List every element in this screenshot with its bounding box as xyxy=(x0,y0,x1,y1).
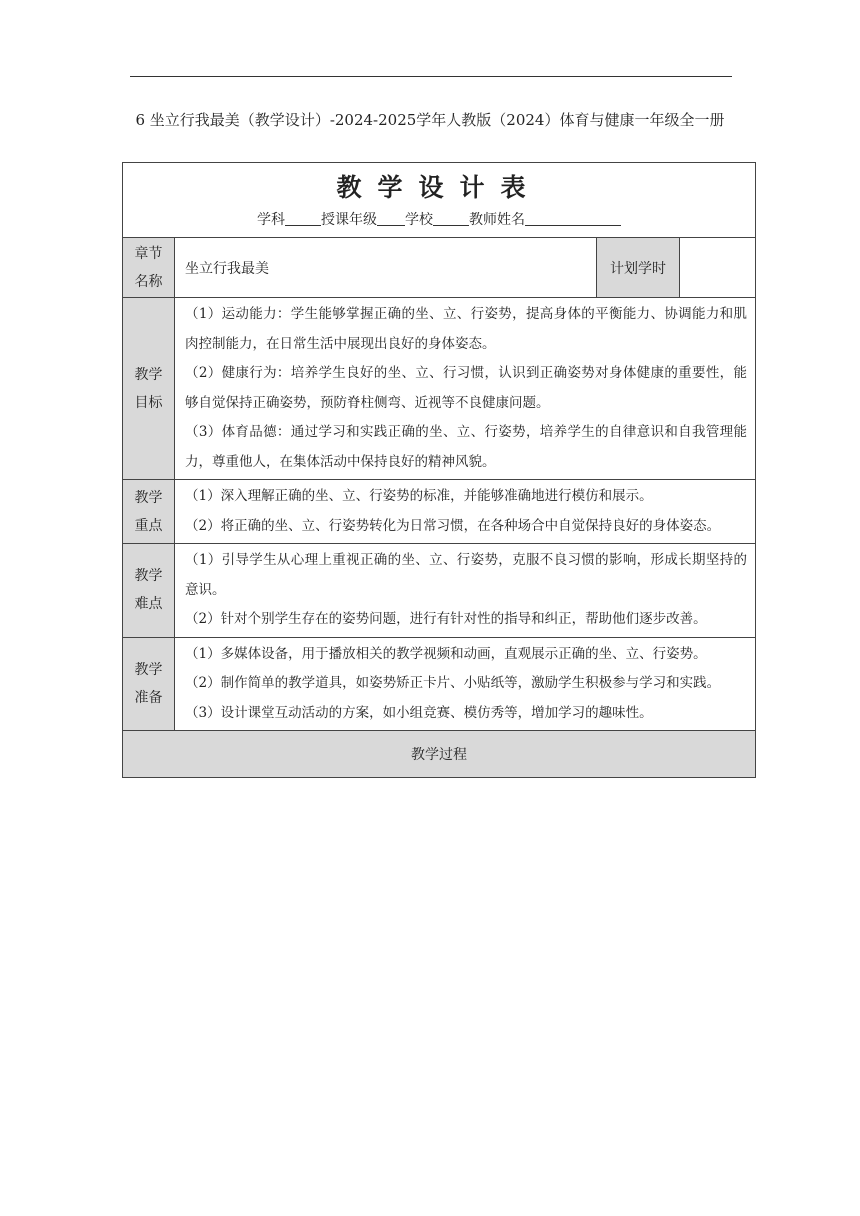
school-label: 学校 xyxy=(405,212,433,228)
subject-label: 学科 xyxy=(257,212,285,228)
objective-item: （2）健康行为：培养学生良好的坐、立、行习惯，认识到正确姿势对身体健康的重要性，能够自觉保持正确姿势，预防脊柱侧弯、近视等不良健康问题。 xyxy=(185,365,747,411)
planned-hours-label: 计划学时 xyxy=(597,238,680,298)
preparation-label: 教学 准备 xyxy=(123,637,175,731)
info-line xyxy=(123,207,755,237)
section-row-key-points xyxy=(123,480,756,544)
top-rule xyxy=(130,76,732,77)
objective-item: （1）运动能力：学生能够掌握正确的坐、立、行姿势，提高身体的平衡能力、协调能力和肌肉控制能力，在日常生活中展现出良好的身体姿态。 xyxy=(185,306,747,352)
teaching-process-header: 教学过程 xyxy=(123,731,756,778)
key-point-item: （1）深入理解正确的坐、立、行姿势的标准，并能够准确地进行模仿和展示。 xyxy=(185,488,653,504)
key-points-label: 教学 重点 xyxy=(123,480,175,544)
table-heading: 教学设计表 xyxy=(336,173,542,202)
objectives-label: 教学 目标 xyxy=(123,298,175,480)
preparation-item: （3）设计课堂互动活动的方案，如小组竞赛、模仿秀等，增加学习的趣味性。 xyxy=(185,704,653,721)
section-row-preparation xyxy=(123,637,756,731)
subject-blank xyxy=(285,210,321,226)
section-row-objectives xyxy=(123,298,756,480)
teacher-blank xyxy=(525,210,621,226)
school-blank xyxy=(433,210,469,226)
chapter-label: 章节 名称 xyxy=(123,238,175,298)
chapter-value: 坐立行我最美 xyxy=(175,238,597,298)
planned-hours-value xyxy=(680,238,756,298)
preparation-item: （2）制作简单的教学道具，如姿势矫正卡片、小贴纸等，激励学生积极参与学习和实践。 xyxy=(185,675,721,691)
difficulties-content xyxy=(175,544,756,638)
teacher-label: 教师姓名 xyxy=(469,212,525,228)
difficulties-label: 教学 难点 xyxy=(123,544,175,638)
difficulty-item: （1）引导学生从心理上重视正确的坐、立、行姿势，克服不良习惯的影响，形成长期坚持的意识。 xyxy=(185,552,747,598)
difficulty-item: （2）针对个别学生存在的姿势问题，进行有针对性的指导和纠正，帮助他们逐步改善。 xyxy=(185,611,707,627)
key-points-content xyxy=(175,480,756,544)
key-point-item: （2）将正确的坐、立、行姿势转化为日常习惯，在各种场合中自觉保持良好的身体姿态。 xyxy=(185,517,721,534)
chapter-row xyxy=(123,238,756,298)
grade-label: 授课年级 xyxy=(321,212,377,228)
preparation-content xyxy=(175,637,756,731)
objectives-content xyxy=(175,298,756,480)
document-title: 6 坐立行我最美（教学设计）-2024-2025学年人教版（2024）体育与健康一年级全一册 xyxy=(135,111,725,129)
section-row-difficulties xyxy=(123,544,756,638)
preparation-item: （1）多媒体设备，用于播放相关的教学视频和动画，直观展示正确的坐、立、行姿势。 xyxy=(185,645,707,662)
grade-blank xyxy=(377,210,405,226)
objective-item: （3）体育品德：通过学习和实践正确的坐、立、行姿势，培养学生的自律意识和自我管理能力，尊重他人，在集体活动中保持良好的精神风貌。 xyxy=(185,424,747,470)
lesson-plan-table xyxy=(122,162,756,778)
